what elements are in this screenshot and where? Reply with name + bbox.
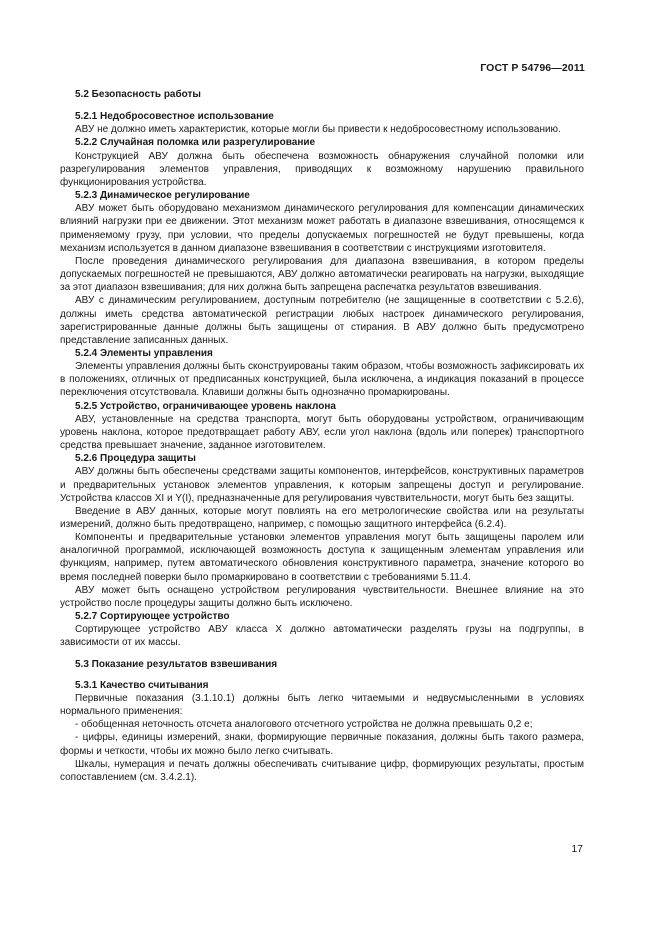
paragraph: АВУ не должно иметь характеристик, которые могли бы привести к недобросовестному использованию. — [75, 124, 561, 136]
paragraph: АВУ с динамическим регулированием, доступным потребителю (не защищенные в соответствии с 5.2.6), должны иметь средства автоматической регистрации любых настроек динамического регулирования, зарегистрированные данные должны быть защищены от стирания. В АВУ должно быть предусмотрено представление записанных данных. — [60, 295, 584, 346]
paragraph: АВУ может быть оснащено устройством регулирования чувствительности. Внешнее влияние на это устройство после процедуры защиты должно быть исключено. — [60, 584, 584, 609]
paragraph: АВУ, установленные на средства транспорта, могут быть оборудованы устройством, ограничивающим уровень наклона, которое предотвращает работу АВУ, если угол наклона (вдоль или поперек) транспортного средства превышает значение, заданное изготовителем. — [60, 413, 584, 452]
paragraph: Компоненты и предварительные установки элементов управления могут быть защищены паролем или аналогичной программой, исключающей возможность доступа к защищенным элементам управления или функциям, например, путем автоматического обновления конструктивного параметра, значение которого во время последней поверки было промаркировано в соответствии с требованиями 5.11.4. — [60, 532, 584, 583]
subsection-heading-5-2-7: 5.2.7 Сортирующее устройство — [75, 611, 230, 623]
paragraph: Шкалы, нумерация и печать должны обеспечивать считывание цифр, формирующих результаты, простым сопоставлением (см. 3.4.2.1). — [60, 758, 584, 783]
subsection-heading-5-3-1: 5.3.1 Качество считывания — [75, 679, 209, 691]
subsection-heading-5-2-4: 5.2.4 Элементы управления — [75, 347, 213, 359]
paragraph: После проведения динамического регулирования для диапазона взвешивания, в котором пределы допускаемых погрешностей не превышаются, АВУ должно автоматически реагировать на нагрузки, выходящие за этот диапазон взвешивания; для них должна быть запрещена распечатка результатов взвешивания. — [60, 255, 584, 294]
subsection-heading-5-2-2: 5.2.2 Случайная поломка или разрегулирование — [75, 137, 316, 149]
section-heading-5-2: 5.2 Безопасность работы — [75, 89, 201, 100]
section-heading-5-3: 5.3 Показание результатов взвешивания — [75, 658, 278, 670]
document-id: ГОСТ Р 54796—2011 — [480, 62, 585, 74]
list-item: - цифры, единицы измерений, знаки, формирующие первичные показания, должны быть такого размера, формы и четкости, чтобы их можно было легко считывать. — [60, 732, 584, 757]
document-body — [60, 86, 584, 784]
subsection-heading-5-2-3: 5.2.3 Динамическое регулирование — [75, 190, 250, 202]
page-number: 17 — [571, 843, 583, 855]
paragraph: Введение в АВУ данных, которые могут повлиять на его метрологические свойства или на результаты измерений, должно быть предотвращено, например, с помощью защитного интерфейса (6.2.4). — [60, 505, 584, 530]
subsection-heading-5-2-5: 5.2.5 Устройство, ограничивающее уровень наклона — [75, 400, 336, 412]
subsection-heading-5-2-6: 5.2.6 Процедура защиты — [75, 453, 196, 465]
paragraph: АВУ должны быть обеспечены средствами защиты компонентов, интерфейсов, конструктивных параметров и предварительных установок элементов управления, к которым запрещены доступ и регулирование. Устройства классов XI и Y(I), предназначенные для регулирования чувствительности, могут быть без защиты. — [60, 466, 584, 504]
paragraph: АВУ может быть оборудовано механизмом динамического регулирования для компенсации динамических влияний нагрузки при ее движении. Этот механизм может работать в диапазоне взвешивания, относящемся к применяемому грузу, при условии, что пределы допускаемых погрешностей не будут превышены, когда механизм используется в данном диапазоне взвешивания в соответствии с инструкциями изготовителя. — [60, 203, 584, 254]
subsection-heading-5-2-1: 5.2.1 Недобросовестное использование — [75, 111, 274, 123]
paragraph: Сортирующее устройство АВУ класса X должно автоматически разделять грузы на подгруппы, в зависимости от их массы. — [60, 624, 584, 649]
paragraph: Элементы управления должны быть сконструированы таким образом, чтобы возможность зафиксировать их в положениях, отличных от предписанных конструкцией, была исключена, а индикация показаний в процессе переключения отсутствовала. Клавиши должны быть однозначно промаркированы. — [60, 361, 584, 399]
paragraph: Конструкцией АВУ должна быть обеспечена возможность обнаружения случайной поломки или разрегулирования элементов управления, приводящих к возможному нарушению правильного функционирования устройства. — [60, 150, 584, 188]
paragraph: Первичные показания (3.1.10.1) должны быть легко читаемыми и недвусмысленными в условиях нормального применения: — [60, 692, 584, 718]
list-item: - обобщенная неточность отсчета аналогового отсчетного устройства не должна превышать 0,2 e; — [75, 719, 533, 731]
